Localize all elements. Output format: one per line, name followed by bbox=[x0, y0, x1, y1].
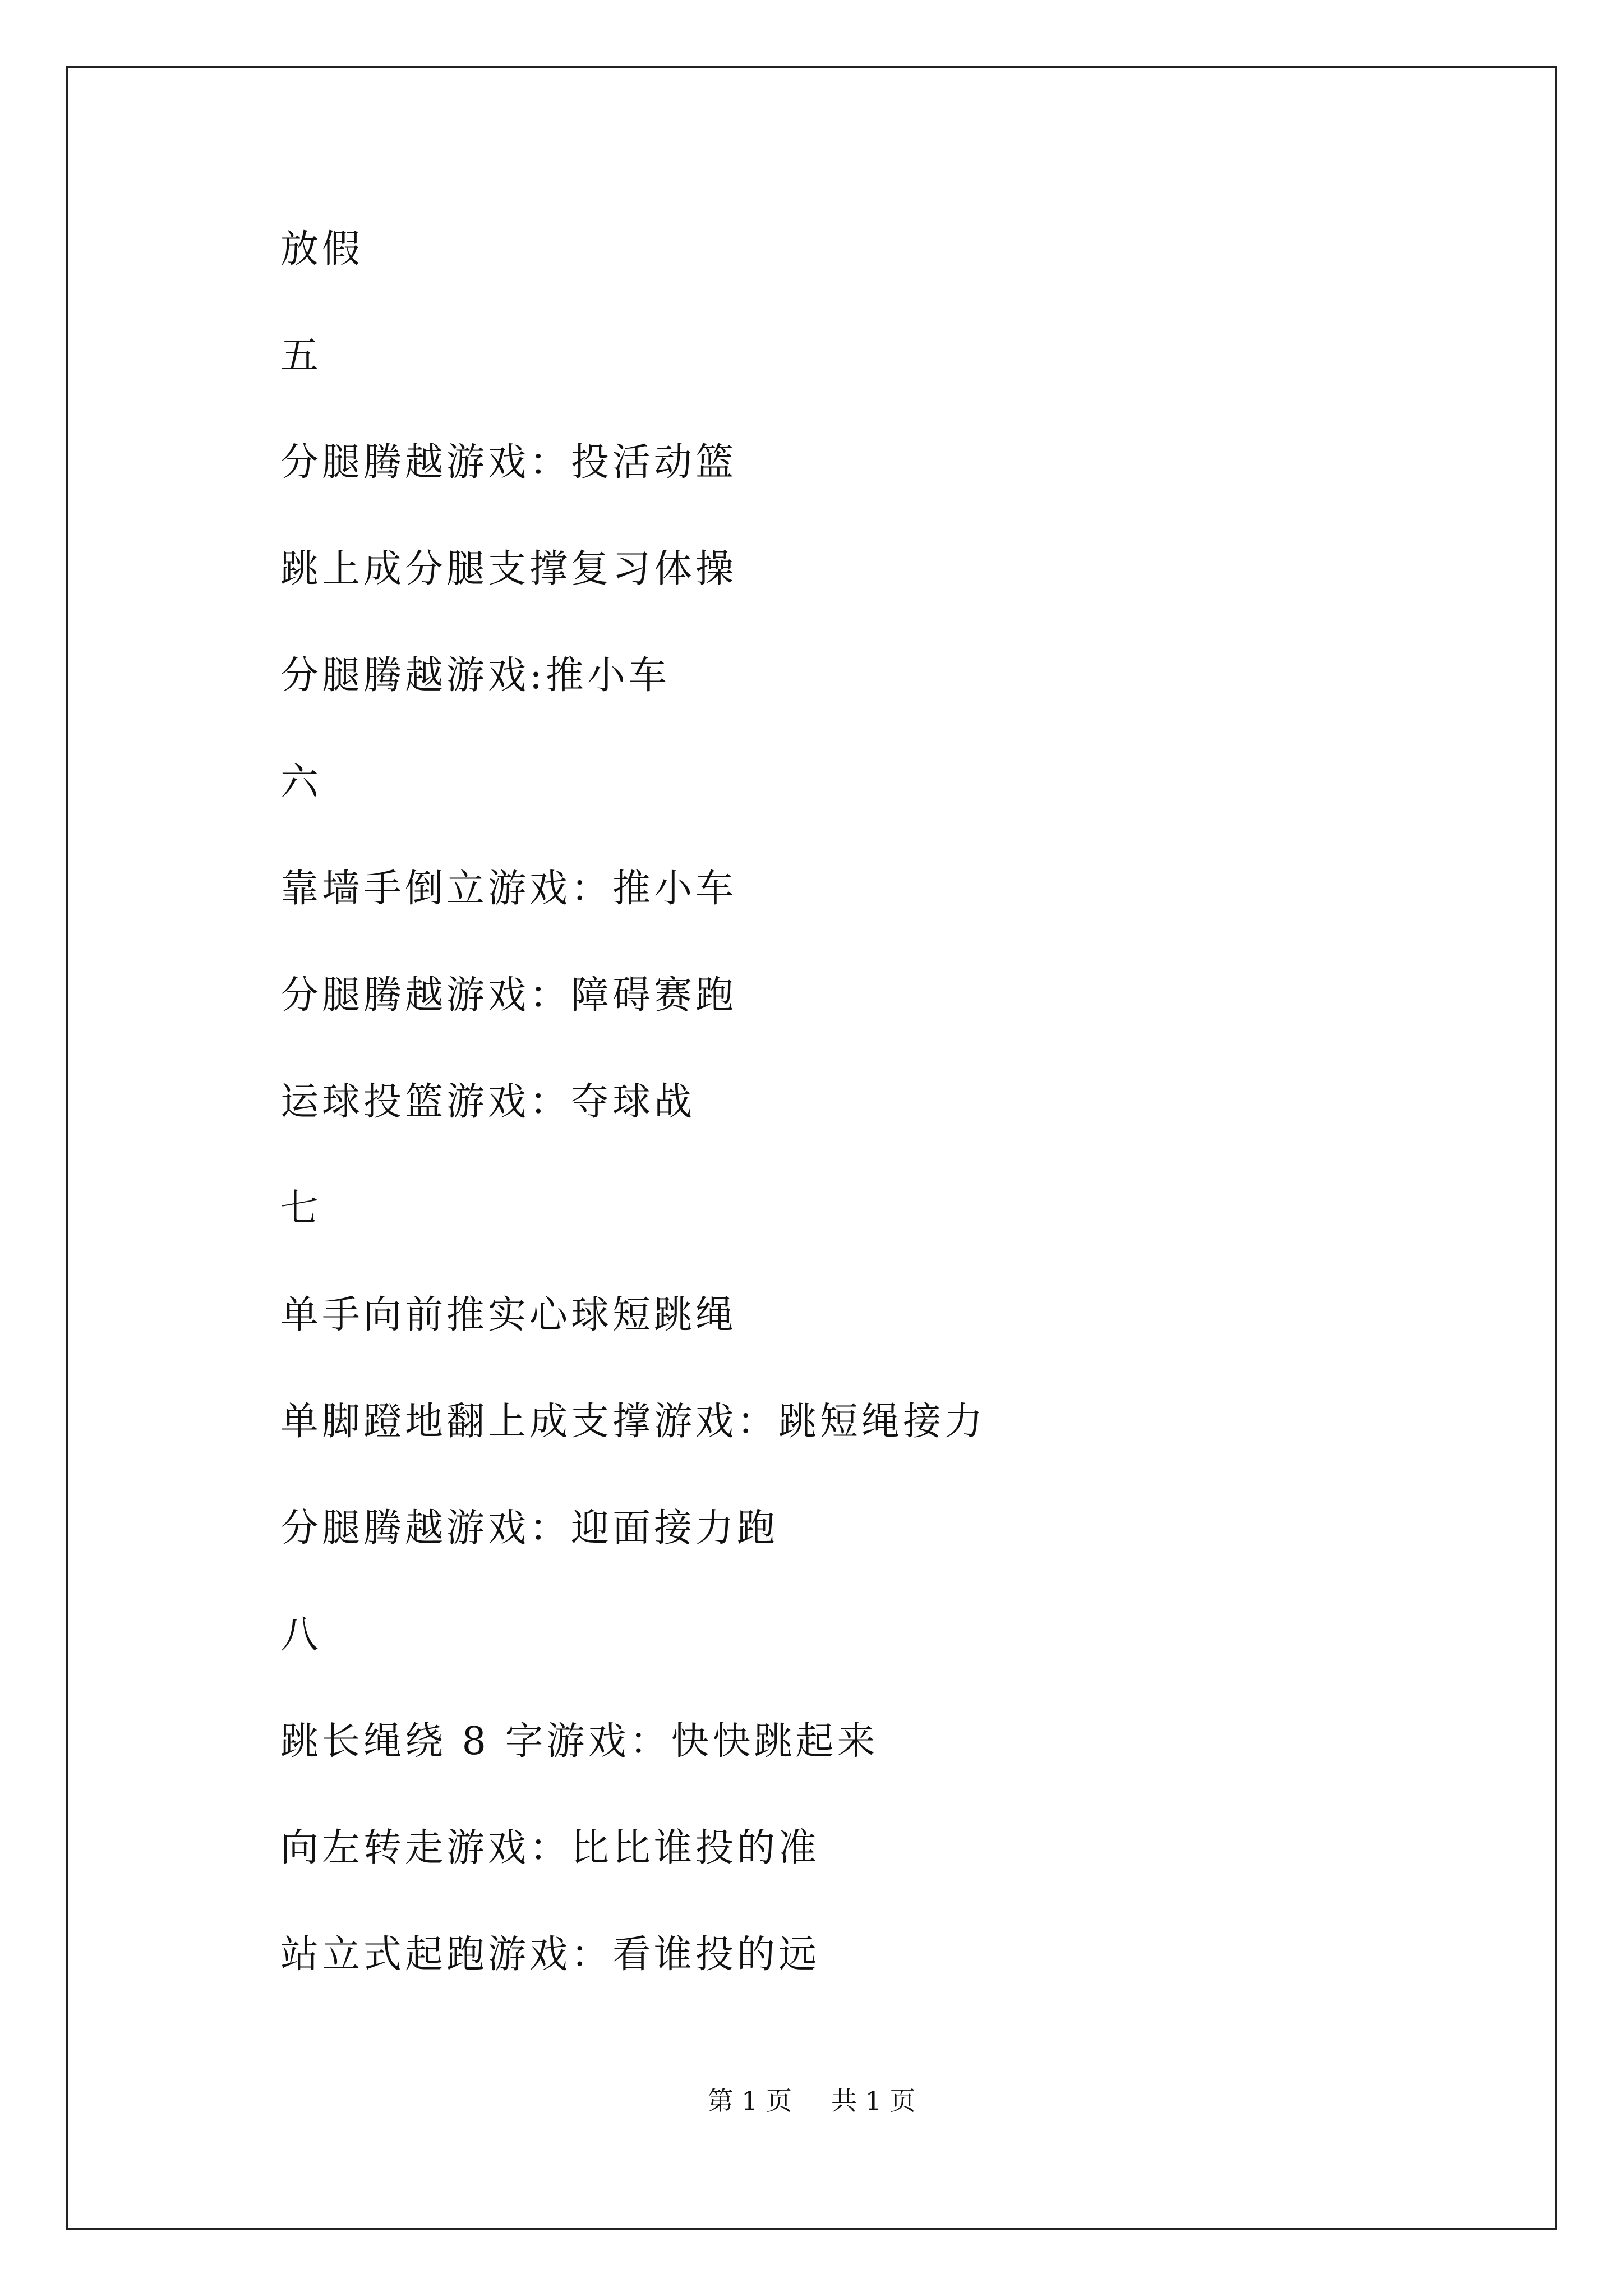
text-line: 分腿腾越游戏：障碍赛跑 bbox=[280, 973, 737, 1018]
text-line: 靠墙手倒立游戏：推小车 bbox=[280, 867, 737, 911]
page-footer bbox=[0, 2084, 1623, 2118]
document-body bbox=[280, 219, 986, 2031]
text-line: 向左转走游戏：比比谁投的准 bbox=[280, 1826, 820, 1870]
section-number: 八 bbox=[280, 1613, 322, 1657]
section-number: 六 bbox=[280, 760, 322, 804]
text-line: 单脚蹬地翻上成支撑游戏：跳短绳接力 bbox=[280, 1400, 986, 1444]
text-line: 站立式起跑游戏：看谁投的远 bbox=[280, 1932, 820, 1977]
text-line: 放假 bbox=[280, 227, 364, 272]
text-line: 运球投篮游戏：夺球战 bbox=[280, 1080, 696, 1124]
text-line: 单手向前推实心球短跳绳 bbox=[280, 1293, 737, 1337]
section-number: 五 bbox=[280, 334, 322, 378]
text-line: 跳上成分腿支撑复习体操 bbox=[280, 547, 737, 591]
page-number-current: 第 1 页 bbox=[707, 2086, 792, 2116]
section-number: 七 bbox=[280, 1186, 322, 1231]
text-line: 分腿腾越游戏:推小车 bbox=[280, 654, 670, 698]
text-line: 分腿腾越游戏：迎面接力跑 bbox=[280, 1506, 779, 1550]
page-number-total: 共 1 页 bbox=[831, 2086, 916, 2116]
text-line: 分腿腾越游戏：投活动篮 bbox=[280, 440, 737, 485]
text-line: 跳长绳绕 8 字游戏：快快跳起来 bbox=[280, 1719, 879, 1764]
